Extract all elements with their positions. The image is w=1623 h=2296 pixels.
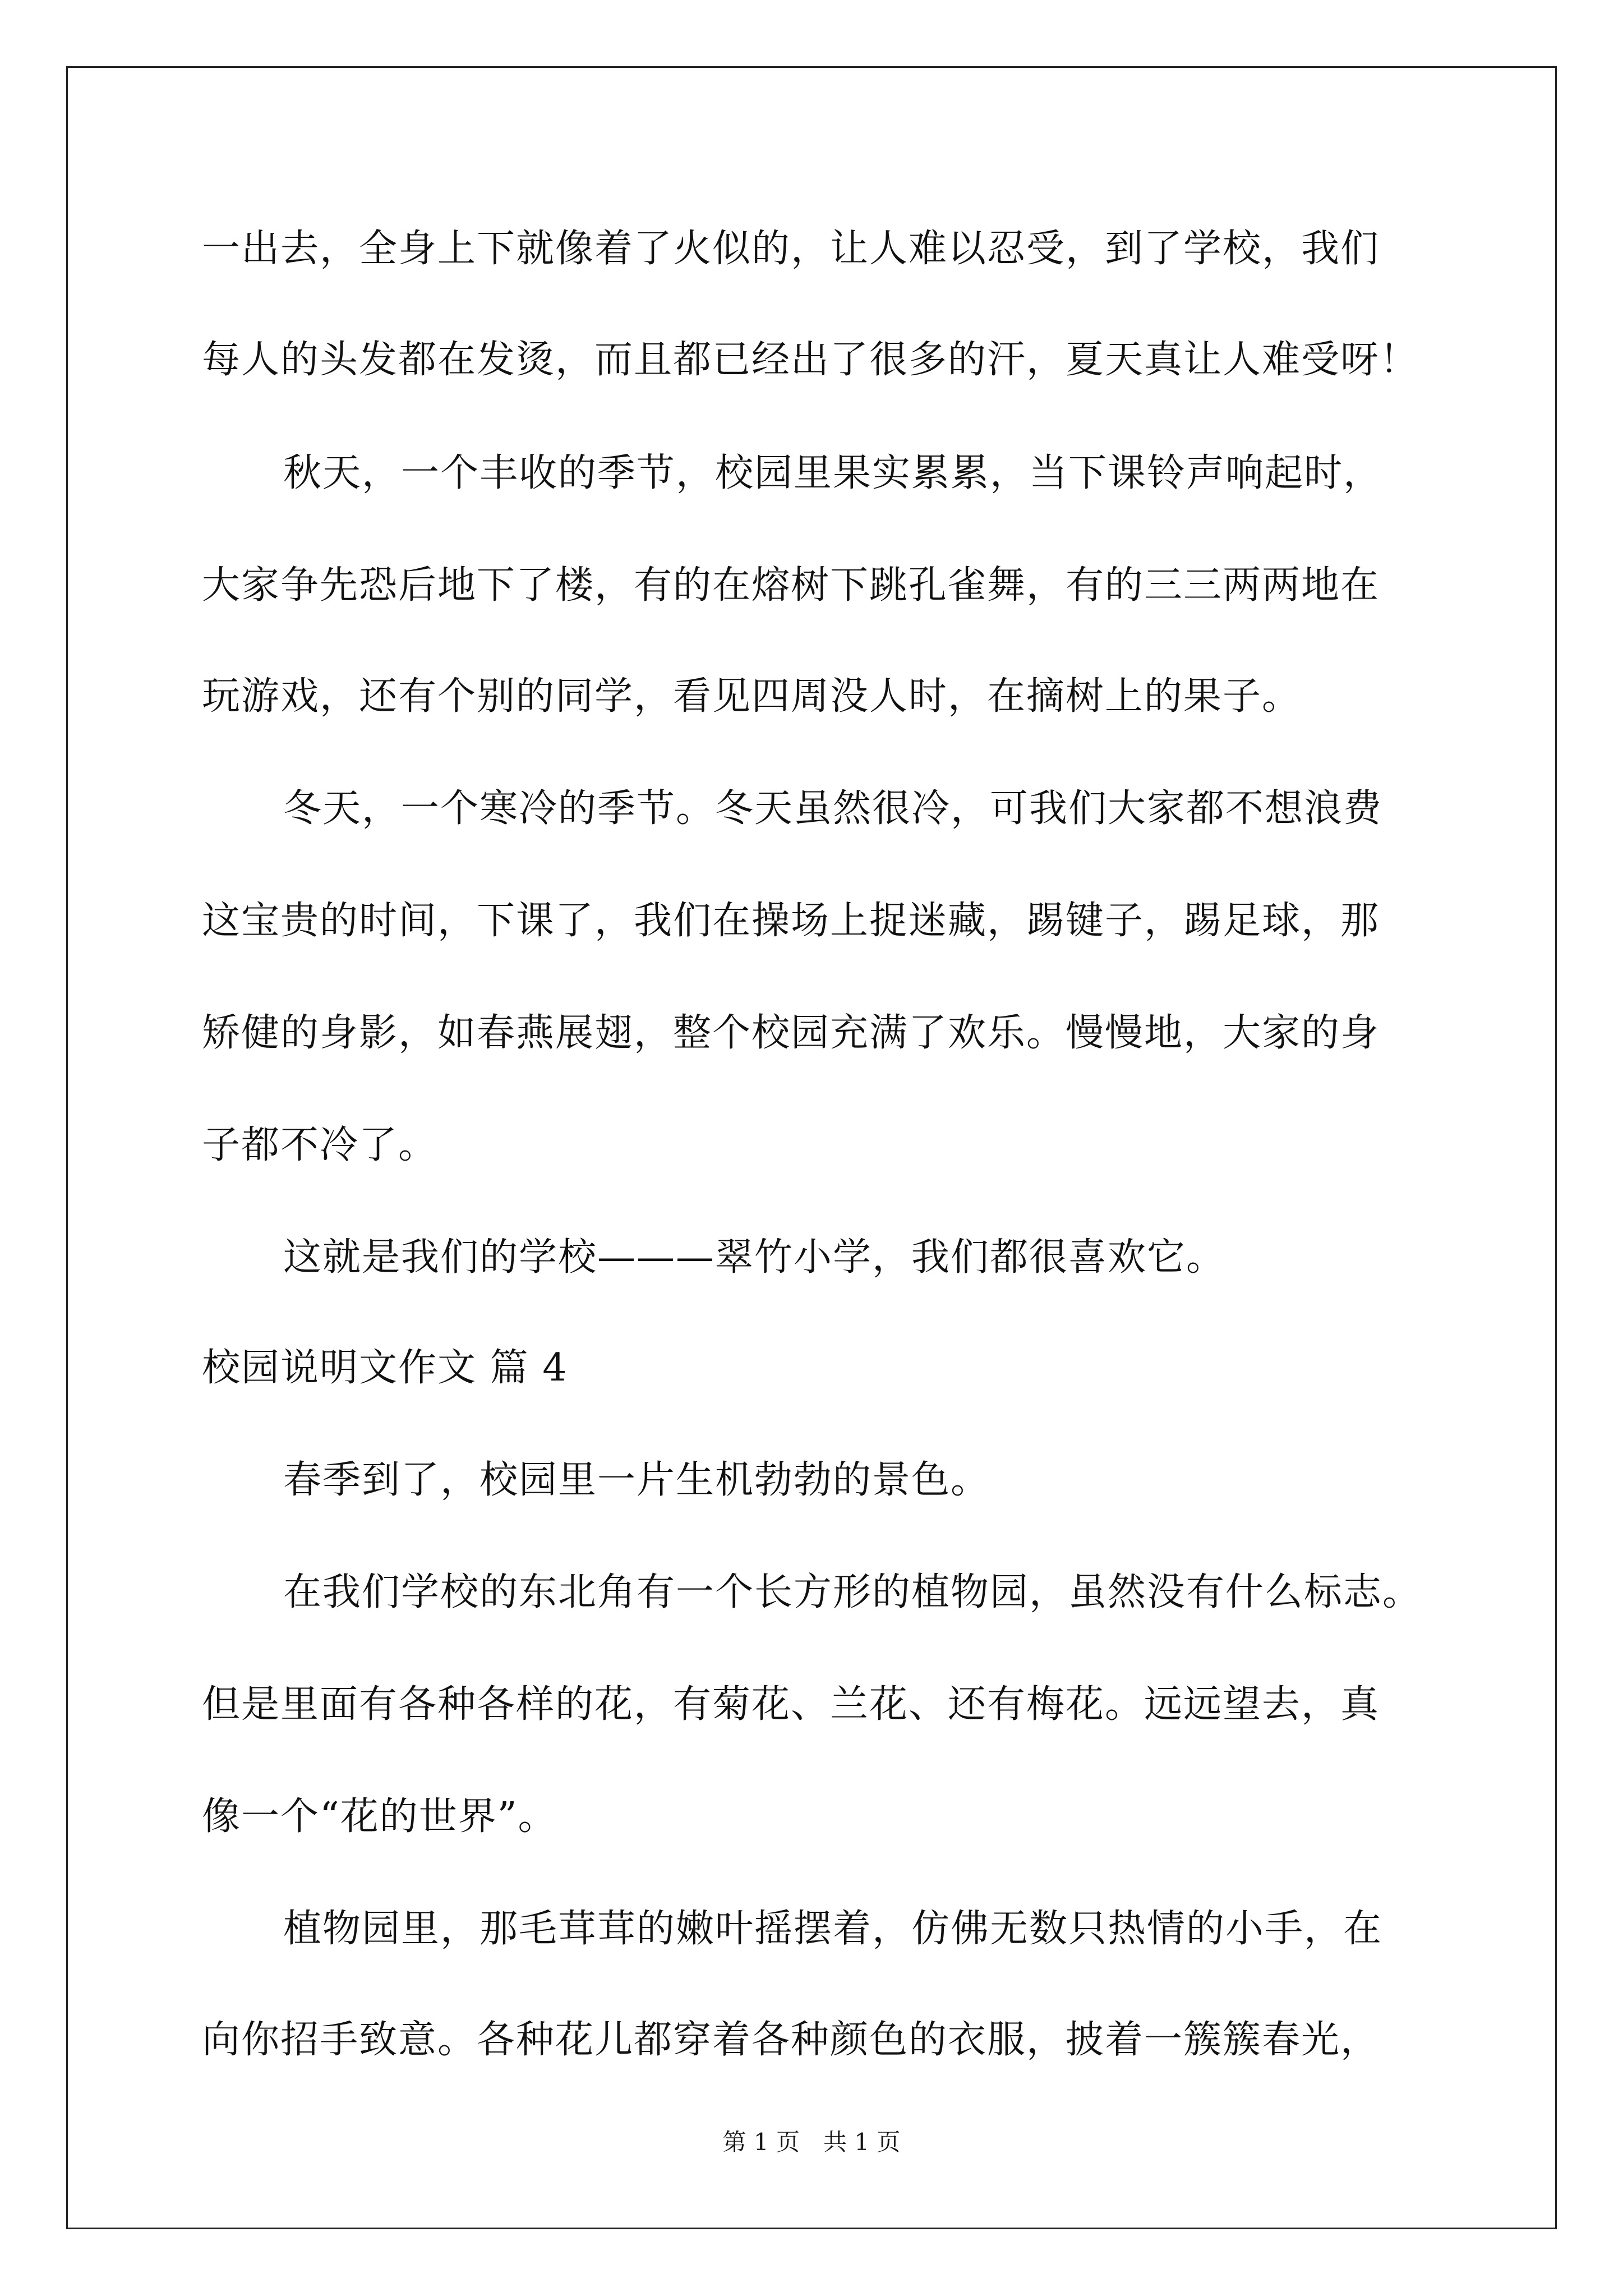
body-text-line: 冬天，一个寒冷的季节。冬天虽然很冷，可我们大家都不想浪费	[283, 786, 1383, 831]
body-text-line: 一出去，全身上下就像着了火似的，让人难以忍受，到了学校，我们	[202, 227, 1380, 271]
body-text-line: 在我们学校的东北角有一个长方形的植物园，虽然没有什么标志。	[283, 1570, 1422, 1614]
body-text-line: 子都不冷了。	[202, 1123, 438, 1167]
body-text-line: 这宝贵的时间，下课了，我们在操场上捉迷藏，踢键子，踢足球，那	[202, 899, 1380, 943]
body-text-line: 春季到了，校园里一片生机勃勃的景色。	[283, 1458, 990, 1502]
body-text-line: 玩游戏，还有个别的同学，看见四周没人时，在摘树上的果子。	[202, 674, 1302, 719]
body-text-line: 秋天，一个丰收的季节，校园里果实累累，当下课铃声响起时，	[283, 451, 1383, 495]
body-text-line: 像一个“花的世界”。	[202, 1795, 557, 1839]
body-text-line: 植物园里，那毛茸茸的嫩叶摇摆着，仿佛无数只热情的小手，在	[283, 1907, 1383, 1951]
body-text-line: 大家争先恐后地下了楼，有的在熔树下跳孔雀舞，有的三三两两地在	[202, 563, 1380, 608]
body-text-line: 矫健的身影，如春燕展翅，整个校园充满了欢乐。慢慢地，大家的身	[202, 1011, 1380, 1055]
body-text-line: 这就是我们的学校———翠竹小学，我们都很喜欢它。	[283, 1235, 1226, 1280]
section-heading: 校园说明文作文 篇 4	[202, 1346, 568, 1390]
page-footer: 第 1 页 共 1 页	[722, 2128, 901, 2156]
body-text-line: 向你招手致意。各种花儿都穿着各种颜色的衣服，披着一簇簇春光，	[202, 2018, 1380, 2062]
body-text-line: 但是里面有各种各样的花，有菊花、兰花、还有梅花。远远望去，真	[202, 1682, 1380, 1727]
body-text-line: 每人的头发都在发烫，而且都已经出了很多的汗，夏天真让人难受呀！	[202, 338, 1419, 382]
